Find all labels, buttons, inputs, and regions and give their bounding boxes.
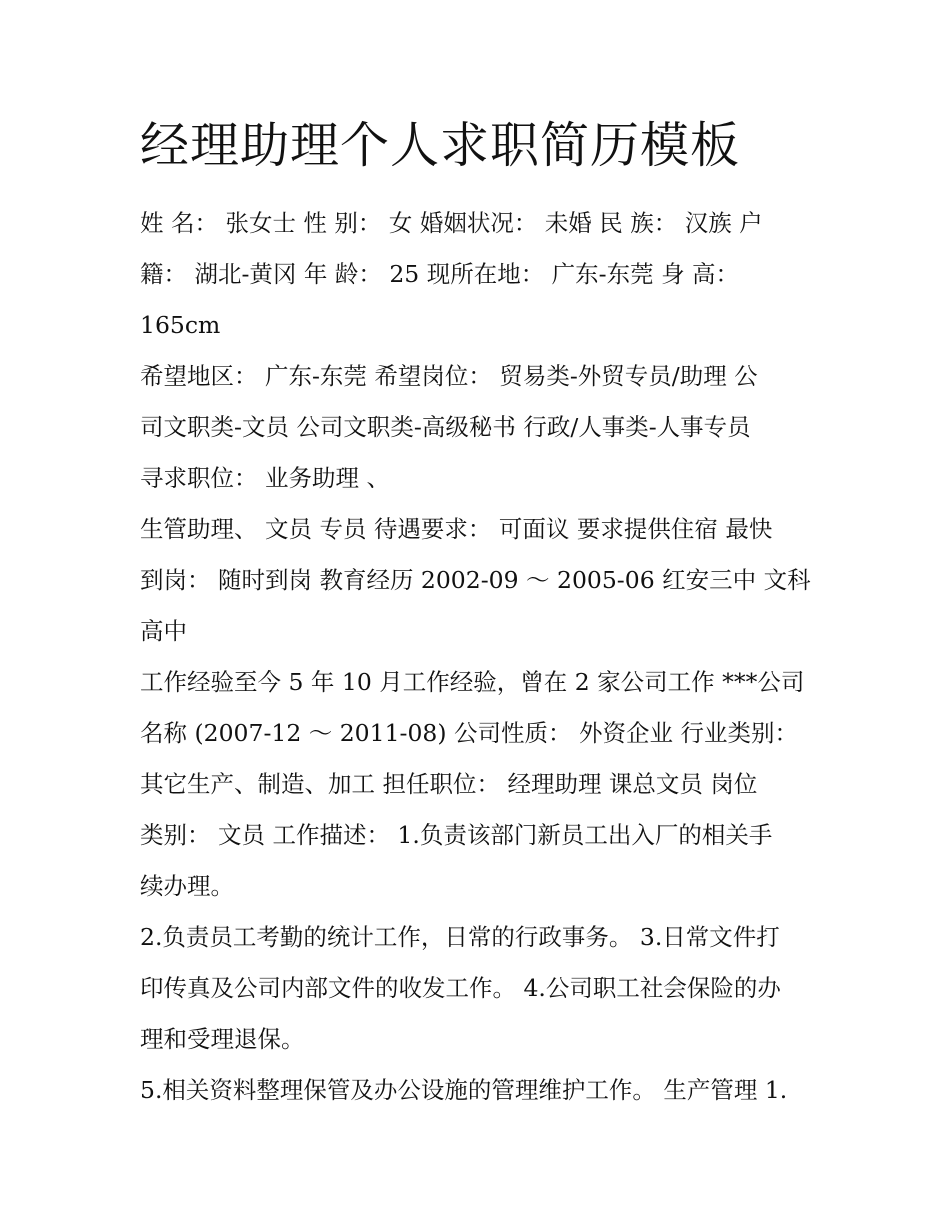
document-body bbox=[140, 112, 830, 1116]
text-line-job-intent-2: 司文职类-文员 公司文职类-高级秘书 行政/人事类-人事专员 bbox=[140, 413, 751, 441]
text-line-job-sought: 寻求职位： 业务助理 、 bbox=[140, 464, 390, 492]
text-line-duty-4-end: 理和受理退保。 bbox=[140, 1025, 305, 1053]
text-line-education-2: 高中 bbox=[140, 617, 187, 645]
text-line-work-experience-3: 其它生产、制造、加工 担任职位： 经理助理 课总文员 岗位 bbox=[140, 770, 758, 798]
text-line-personal-info-1: 姓 名： 张女士 性 别： 女 婚姻状况： 未婚 民 族： 汉族 户 bbox=[140, 209, 763, 237]
text-line-education: 到岗： 随时到岗 教育经历 2002-09 ～ 2005-06 红安三中 文科 bbox=[140, 566, 811, 594]
text-line-height: 165cm bbox=[140, 311, 221, 339]
text-line-work-experience-2: 名称 (2007-12 ～ 2011-08) 公司性质： 外资企业 行业类别： bbox=[140, 719, 798, 747]
text-line-duty-5: 5.相关资料整理保管及办公设施的管理维护工作。 生产管理 1. bbox=[140, 1076, 788, 1104]
text-line-duty-2-3: 2.负责员工考勤的统计工作，日常的行政事务。 3.日常文件打 bbox=[140, 923, 780, 951]
text-line-job-intent-1: 希望地区： 广东-东莞 希望岗位： 贸易类-外贸专员/助理 公 bbox=[140, 362, 758, 390]
text-line-duty-3-4: 印传真及公司内部文件的收发工作。 4.公司职工社会保险的办 bbox=[140, 974, 781, 1002]
text-line-work-experience-1: 工作经验至今 5 年 10 月工作经验，曾在 2 家公司工作 ***公司 bbox=[140, 668, 805, 696]
text-line-work-description-1: 类别： 文员 工作描述： 1.负责该部门新员工出入厂的相关手 bbox=[140, 821, 773, 849]
text-line-personal-info-2: 籍： 湖北-黄冈 年 龄： 25 现所在地： 广东-东莞 身 高： bbox=[140, 260, 740, 288]
text-line-work-description-2: 续办理。 bbox=[140, 872, 234, 900]
text-line-job-sought-2: 生管助理、 文员 专员 待遇要求： 可面议 要求提供住宿 最快 bbox=[140, 515, 773, 543]
document-title: 经理助理个人求职简历模板 bbox=[140, 117, 741, 174]
